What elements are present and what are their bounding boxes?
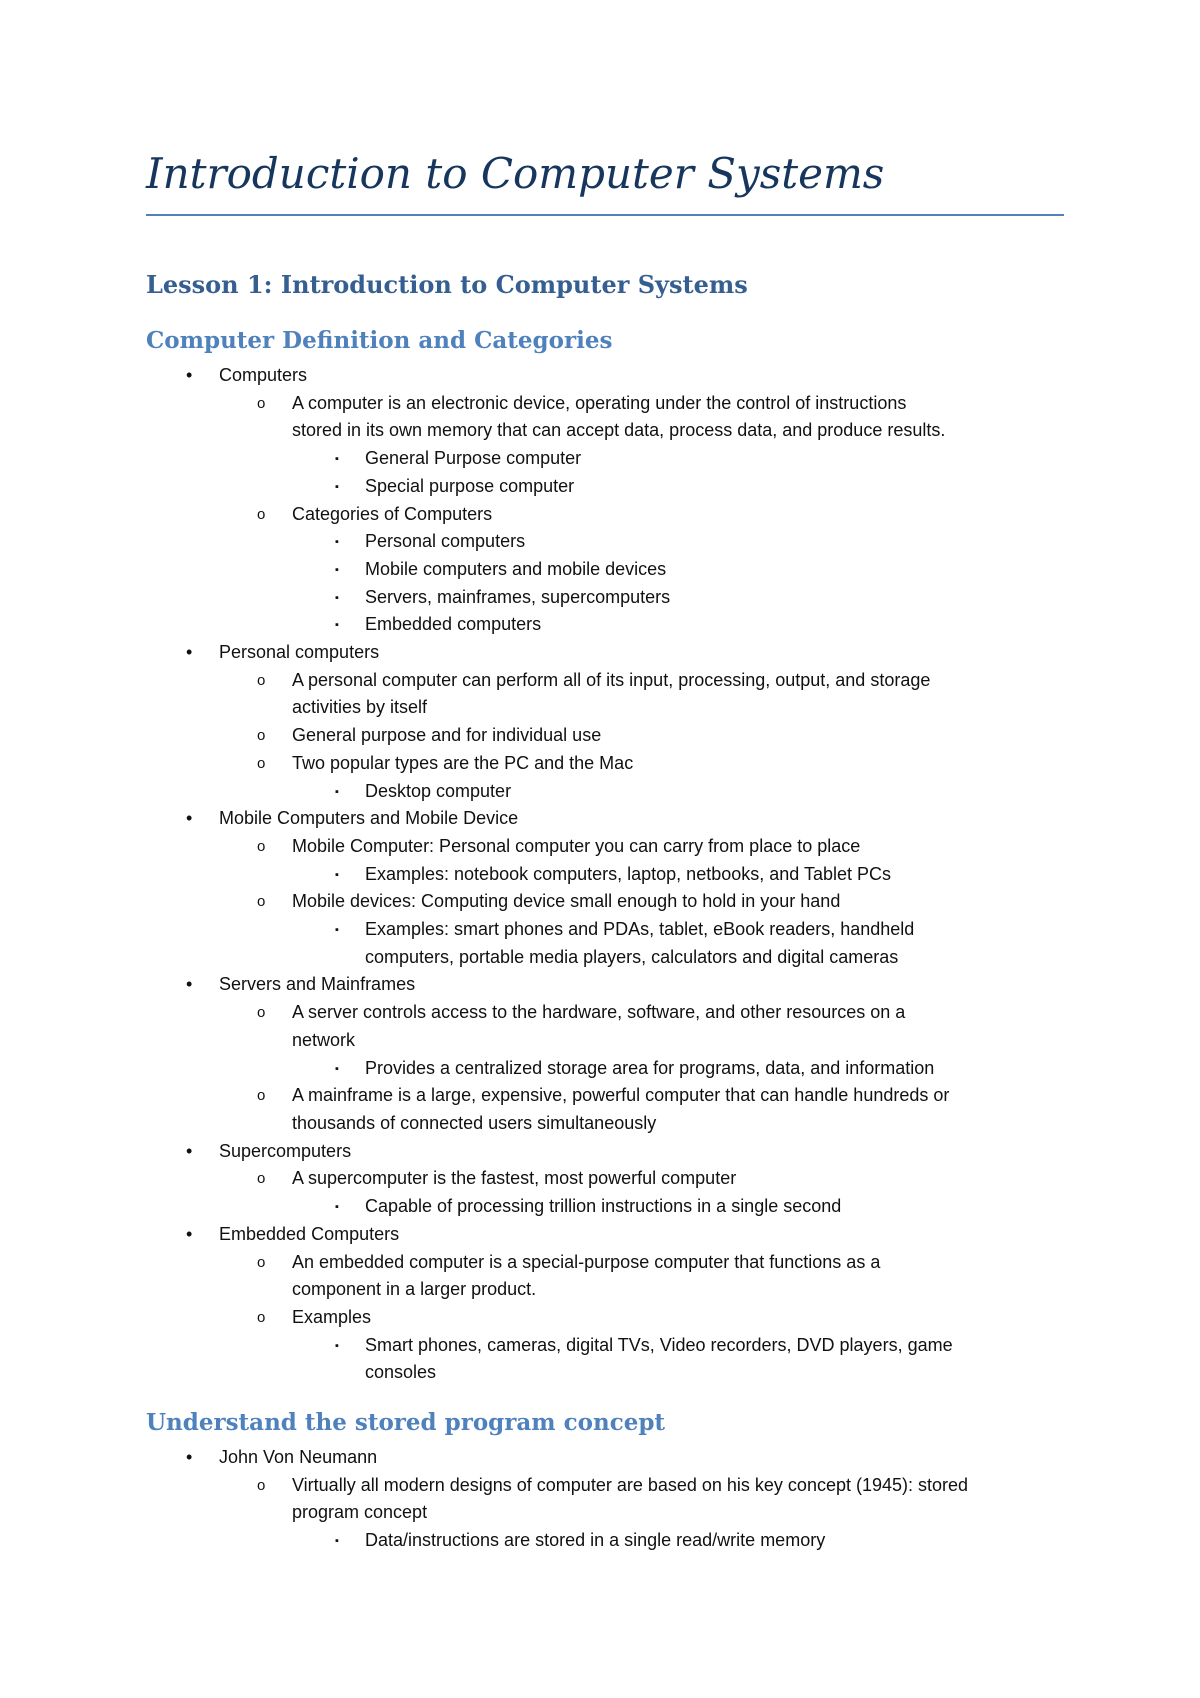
list-item: • Computers	[186, 365, 308, 385]
list-item: ▪ General Purpose computer	[335, 448, 582, 469]
list-item-continuation: component in a larger product.	[292, 1279, 537, 1300]
list-item: • Embedded Computers	[186, 1223, 400, 1244]
list-item: • Personal computers	[186, 642, 380, 663]
list-item: o Categories of Computers	[257, 503, 493, 524]
list-item: o Mobile Computer: Personal computer you can carry from place to place	[257, 835, 861, 856]
section-heading-definition: Computer Definition and Categories	[146, 327, 613, 354]
list-item: ▪ Examples: smart phones and PDAs, tablet, eBook readers, handheld	[335, 919, 915, 940]
document-title: Introduction to Computer Systems	[146, 149, 885, 198]
list-item: ▪ Personal computers	[335, 531, 526, 552]
list-item: o A personal computer can perform all of its input, processing, output, and storage	[257, 669, 931, 690]
lesson-heading: Lesson 1: Introduction to Computer Systems	[146, 270, 748, 299]
list-item: o A mainframe is a large, expensive, powerful computer that can handle hundreds or	[257, 1085, 950, 1106]
list-item-continuation: consoles	[365, 1362, 437, 1383]
list-item: o Examples	[257, 1306, 372, 1327]
list-item: ▪ Desktop computer	[335, 780, 512, 801]
list-item: ▪ Examples: notebook computers, laptop, netbooks, and Tablet PCs	[335, 863, 891, 884]
list-item: o An embedded computer is a special-purpose computer that functions as a	[257, 1251, 881, 1272]
list-item: • John Von Neumann	[186, 1447, 378, 1467]
definition-list	[0, 362, 1200, 1387]
list-item-continuation: computers, portable media players, calculators and digital cameras	[365, 946, 899, 967]
list-item-continuation: activities by itself	[292, 697, 428, 718]
list-item: ▪ Servers, mainframes, supercomputers	[335, 586, 671, 607]
list-item: o Virtually all modern designs of computer are based on his key concept (1945): stored	[257, 1474, 969, 1495]
list-item: o General purpose and for individual use	[257, 725, 602, 746]
title-underline	[146, 214, 1064, 216]
section-heading-stored-program: Understand the stored program concept	[146, 1409, 666, 1436]
list-item-continuation: thousands of connected users simultaneously	[292, 1112, 657, 1133]
list-item: o A computer is an electronic device, operating under the control of instructions	[257, 392, 907, 413]
list-item: ▪ Mobile computers and mobile devices	[335, 558, 667, 579]
list-item: o Mobile devices: Computing device small enough to hold in your hand	[257, 891, 841, 912]
list-item: o A supercomputer is the fastest, most powerful computer	[257, 1168, 737, 1189]
stored-program-list	[0, 1444, 1200, 1555]
list-item: • Servers and Mainframes	[186, 974, 416, 995]
list-item-continuation: stored in its own memory that can accept data, process data, and produce results.	[292, 420, 946, 441]
list-item: • Supercomputers	[186, 1140, 352, 1161]
list-item-continuation: program concept	[292, 1502, 428, 1523]
list-item: ▪ Smart phones, cameras, digital TVs, Video recorders, DVD players, game	[335, 1334, 953, 1355]
list-item: ▪ Special purpose computer	[335, 475, 575, 496]
list-item: ▪ Capable of processing trillion instructions in a single second	[335, 1196, 842, 1217]
list-item: • Mobile Computers and Mobile Device	[186, 808, 519, 829]
list-item-continuation: network	[292, 1029, 356, 1050]
list-item: ▪ Data/instructions are stored in a single read/write memory	[335, 1530, 826, 1551]
list-item: o A server controls access to the hardware, software, and other resources on a	[257, 1002, 906, 1023]
list-item: ▪ Provides a centralized storage area for programs, data, and information	[335, 1057, 935, 1078]
list-item: o Two popular types are the PC and the Mac	[257, 752, 634, 773]
list-item: ▪ Embedded computers	[335, 614, 542, 635]
